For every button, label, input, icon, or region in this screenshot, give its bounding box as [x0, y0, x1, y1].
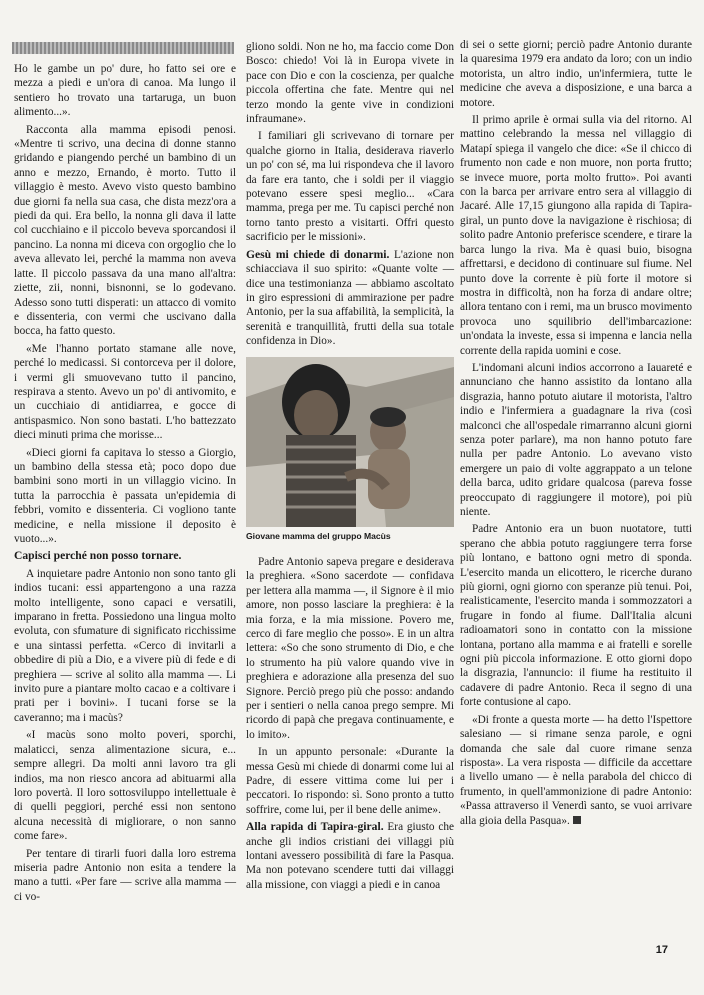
- paragraph: «I macùs sono molto poveri, sporchi, malaticci, senza alimentazione sicura, e... sempre allegri. Da molti anni lavoro tra gli indios, ma non riesco ancora ad abituarmi alla loro povertà. Il loro sottosviluppo intellettuale è di quelli peggiori, perché essi non sentono alcuna necessità di migliorare, o non sanno come fare».: [14, 729, 236, 843]
- section-heading: Capisci perché non posso tornare.: [14, 549, 182, 563]
- paragraph: A inquietare padre Antonio non sono tanto gli indios tucani: essi appartengono a una razza molto intelligente, sono capaci e versatili, imparano in fretta. Possiedono una lingua molto evoluta, con sfumature di significato ricchissime e una sintassi perfetta. «Cerco di invitarli a obbedire di più a Dio, e a vivere più di fede e di preghiera — scrive al solito alla mamma —. Li invito pure a piantare molto cacao e a coltivare i prati per i bovini». I tucani forse se la caveranno; ma i macùs?: [14, 567, 236, 724]
- paragraph: L'indomani alcuni indios accorrono a Iauareté e annunciano che hanno assistito da lontano alla disgrazia, hanno potuto aiutare il motorista, l'altro indio e l'infermiera a guadagnare la riva (così malconci che all'ospedale rimarranno alcuni giorni senza poter parlare), ma non hanno potuto fare nulla per padre Antonio. Lo avevano visto emergere un paio di volte aggrappato a un telone della barca, udito gridare qualcosa (pareva fosse preoccupato di raggiungere il motore), poi più niente.: [460, 361, 692, 518]
- column-left: [14, 62, 236, 907]
- paragraph: «Di fronte a questa morte — ha detto l'Ispettore salesiano — si rimane senza parole, e ogni domanda che sale dal cuore rimane senza risposta». La vera risposta — difficile da accettare a livello umano — è nella parabola del chicco di frumento, in quell'ammonizione di padre Antonio: «Passa attraverso il Venerdì santo, se vuoi arrivare alla gioia della Pasqua».: [460, 713, 692, 827]
- paragraph: Padre Antonio era un buon nuotatore, tutti sperano che abbia potuto raggiungere terra forse più lontano, e battono ogni metro di sponda. L'esercito manda un elicottero, le ricerche durano più giorni, ogni giorno con speranze più tenui. Poi, realisticamente, l'esercito manda i sommozzatori a frugare in fondo al fiume. Dall'Italia alcuni radioamatori sono in contatto con la missione lontana, portano alla mamma e ai fratelli e sorelle ogni più piccola informazione. E otto giorni dopo la disgrazia, l'annuncio: il fiume ha restituito il cadavere di padre Antonio. Reca il segno di una forte contusione al capo.: [460, 523, 692, 709]
- column-right: [460, 38, 692, 831]
- column-middle: [246, 40, 454, 895]
- end-mark: [573, 816, 581, 824]
- paragraph: «Me l'hanno portato stamane alle nove, perché lo medicassi. Si contorceva per il dolore, i vermi gli smuovevano tutto il pancino, respirava a stento. Avevo un po' di antivomito, e un cucchiaio di antidiarrea, e gocce di antispasmico. Non sono bastati. L'ho battezzato dieci minuti prima che morisse...: [14, 342, 236, 442]
- page-number: 17: [655, 944, 668, 956]
- paragraph: «Dieci giorni fa capitava lo stesso a Giorgio, un bambino della stessa età; poco dopo due bambini sono morti in un villaggio vicino. In tutta la parrocchia è passata un'epidemia di febbri, vomito e dissenteria. Ci vogliono tante medicine, e nella missione il deposito è vuoto...».: [14, 446, 236, 545]
- photo-mother-child: [246, 357, 454, 527]
- paragraph: Per tentare di tirarli fuori dalla loro estrema miseria padre Antonio non esita a tendere la mano a tutti. «Per fare — scrive alla mamma — ci vo-: [14, 847, 236, 903]
- paragraph: Padre Antonio sapeva pregare e desiderava la preghiera. «Sono sacerdote — confidava per lettera alla mamma —, il Signore è il mio amore, non posso lasciare la preghiera: è la mia forza, e la mia missione. Povero me, cerco di fare meglio che posso». E in un altra lettera: «So che sono strumento di Dio, e che lo strumento ha più valore quando vive in preghiera e adorazione alla presenza del suo Signore. Perciò prego più che posso: andando per i sentieri o nella canoa prego sempre. Mi ricordo di papà che pregava continuamente, e lo imito».: [246, 555, 454, 741]
- photo-illustration: [246, 357, 454, 527]
- paragraph: In un appunto personale: «Durante la messa Gesù mi chiede di donarmi come lui al Padre, di essere vittima come lui per i peccatori. Io rispondo: sì. Sono pronto a tutto soffrire, come lui, per il bene delle anime».: [246, 746, 454, 816]
- paragraph: di sei o sette giorni; perciò padre Antonio durante la quaresima 1979 era andato da loro; con un indio motorista, un altro indio, un'infermiera, tutte le medicine che aveva a disposizione, e una barca a motore.: [460, 39, 692, 109]
- paragraph: I familiari gli scrivevano di tornare per qualche giorno in Italia, desiderava riaverlo un po' con sé, ma lui rispondeva che il lavoro da fare era tanto, che i soldi per il viaggio potevano essere spesi meglio... «Cara mamma, prega per me. Tu capisci perché non torno tanto presto a visitarti. Offri questo sacrificio per le missioni».: [246, 130, 454, 244]
- paragraph: gliono soldi. Non ne ho, ma faccio come Don Bosco: chiedo! Voi là in Europa vivete in pace con Dio e con la coscienza, per qualche piccola offertina che fate. Mentre qui nel terzo mondo la gente vive in condizioni infraumane».: [246, 41, 454, 126]
- paragraph: Era giusto che anche gli indios cristiani dei villaggi più lontani avessero possibilità di fare la Pasqua. Ma non potevano scendere tutti dai villaggi alla missione, con viaggi a piedi e in canoa: [246, 821, 454, 891]
- section-heading: Gesù mi chiede di donarmi.: [246, 247, 390, 261]
- header-bar: [12, 42, 234, 54]
- paragraph: Ho le gambe un po' dure, ho fatto sei ore e mezza a piedi e un'ora di canoa. Ma lungo il sentiero ho trovato una tartaruga, un buon alimento...».: [14, 63, 236, 119]
- photo-caption: Giovane mamma del gruppo Macùs: [246, 530, 391, 541]
- section-heading: Alla rapida di Tapira-giral.: [246, 820, 384, 834]
- paragraph: L'azione non schiacciava il suo spirito: «Quante volte — dice una testimonianza — abbiamo ascoltato in giro espressioni di ammirazione per padre Antonio, per la sua affabilità, la semplicità, la serenità e tranquillità, frutti della sua totale confidenza in Dio».: [246, 248, 455, 348]
- paragraph: Il primo aprile è ormai sulla via del ritorno. Al mattino celebrando la messa nel villaggio di Matapí spiega il vangelo che dice: «Se il chicco di frumento non cade e non muore, non porta frutto; se invece muore, porta molto frutto». Poi avanti con la barca per arrivare entro sera al villaggio di Jacaré. Alle 17,15 giungono alla rapida di Tapira-giral, un punto dove la navigazione è rischiosa; di solito padre Antonio preferisce scendere, e tirare la barca lungo la riva. Ma è quasi buio, bisogna affrettarsi, e decidono di continuare sul fiume. Nel punto dove la corrente è più forte il motore si mostra in difficoltà, non ha forza di andare oltre; allora tentano con i remi, ma un brusco movimento provoca uno squilibrio dell'imbarcazione: un'ondata la investe, essa si impenna e lancia nella corrente della rapida uomini e cose.: [460, 114, 692, 357]
- paragraph: Racconta alla mamma episodi penosi. «Mentre ti scrivo, una decina di donne stanno gridando e piangendo perché un bambino di un anno e mezzo, Ernando, è morto. Tutto il villaggio è mesto. Avevo visto questo bambino due giorni fa nella sua casa, che dista mezz'ora a piedi da qui. Era bello, la nonna gli dava il latte col cucchiaino e il piccolo beveva sporcandosi il pancino. La nonna mi diceva con orgoglio che lo aveva allevato lei, perché la mamma non aveva latte. Il piccolo passava da una mano all'altra: ziette, zii, nonni, bisnonni, se lo godevano. Adesso sono tutti disperati: un attacco di vomito e dissenteria, con vermi che uscivano dalla bocca, ha fatto questo.: [14, 123, 236, 338]
